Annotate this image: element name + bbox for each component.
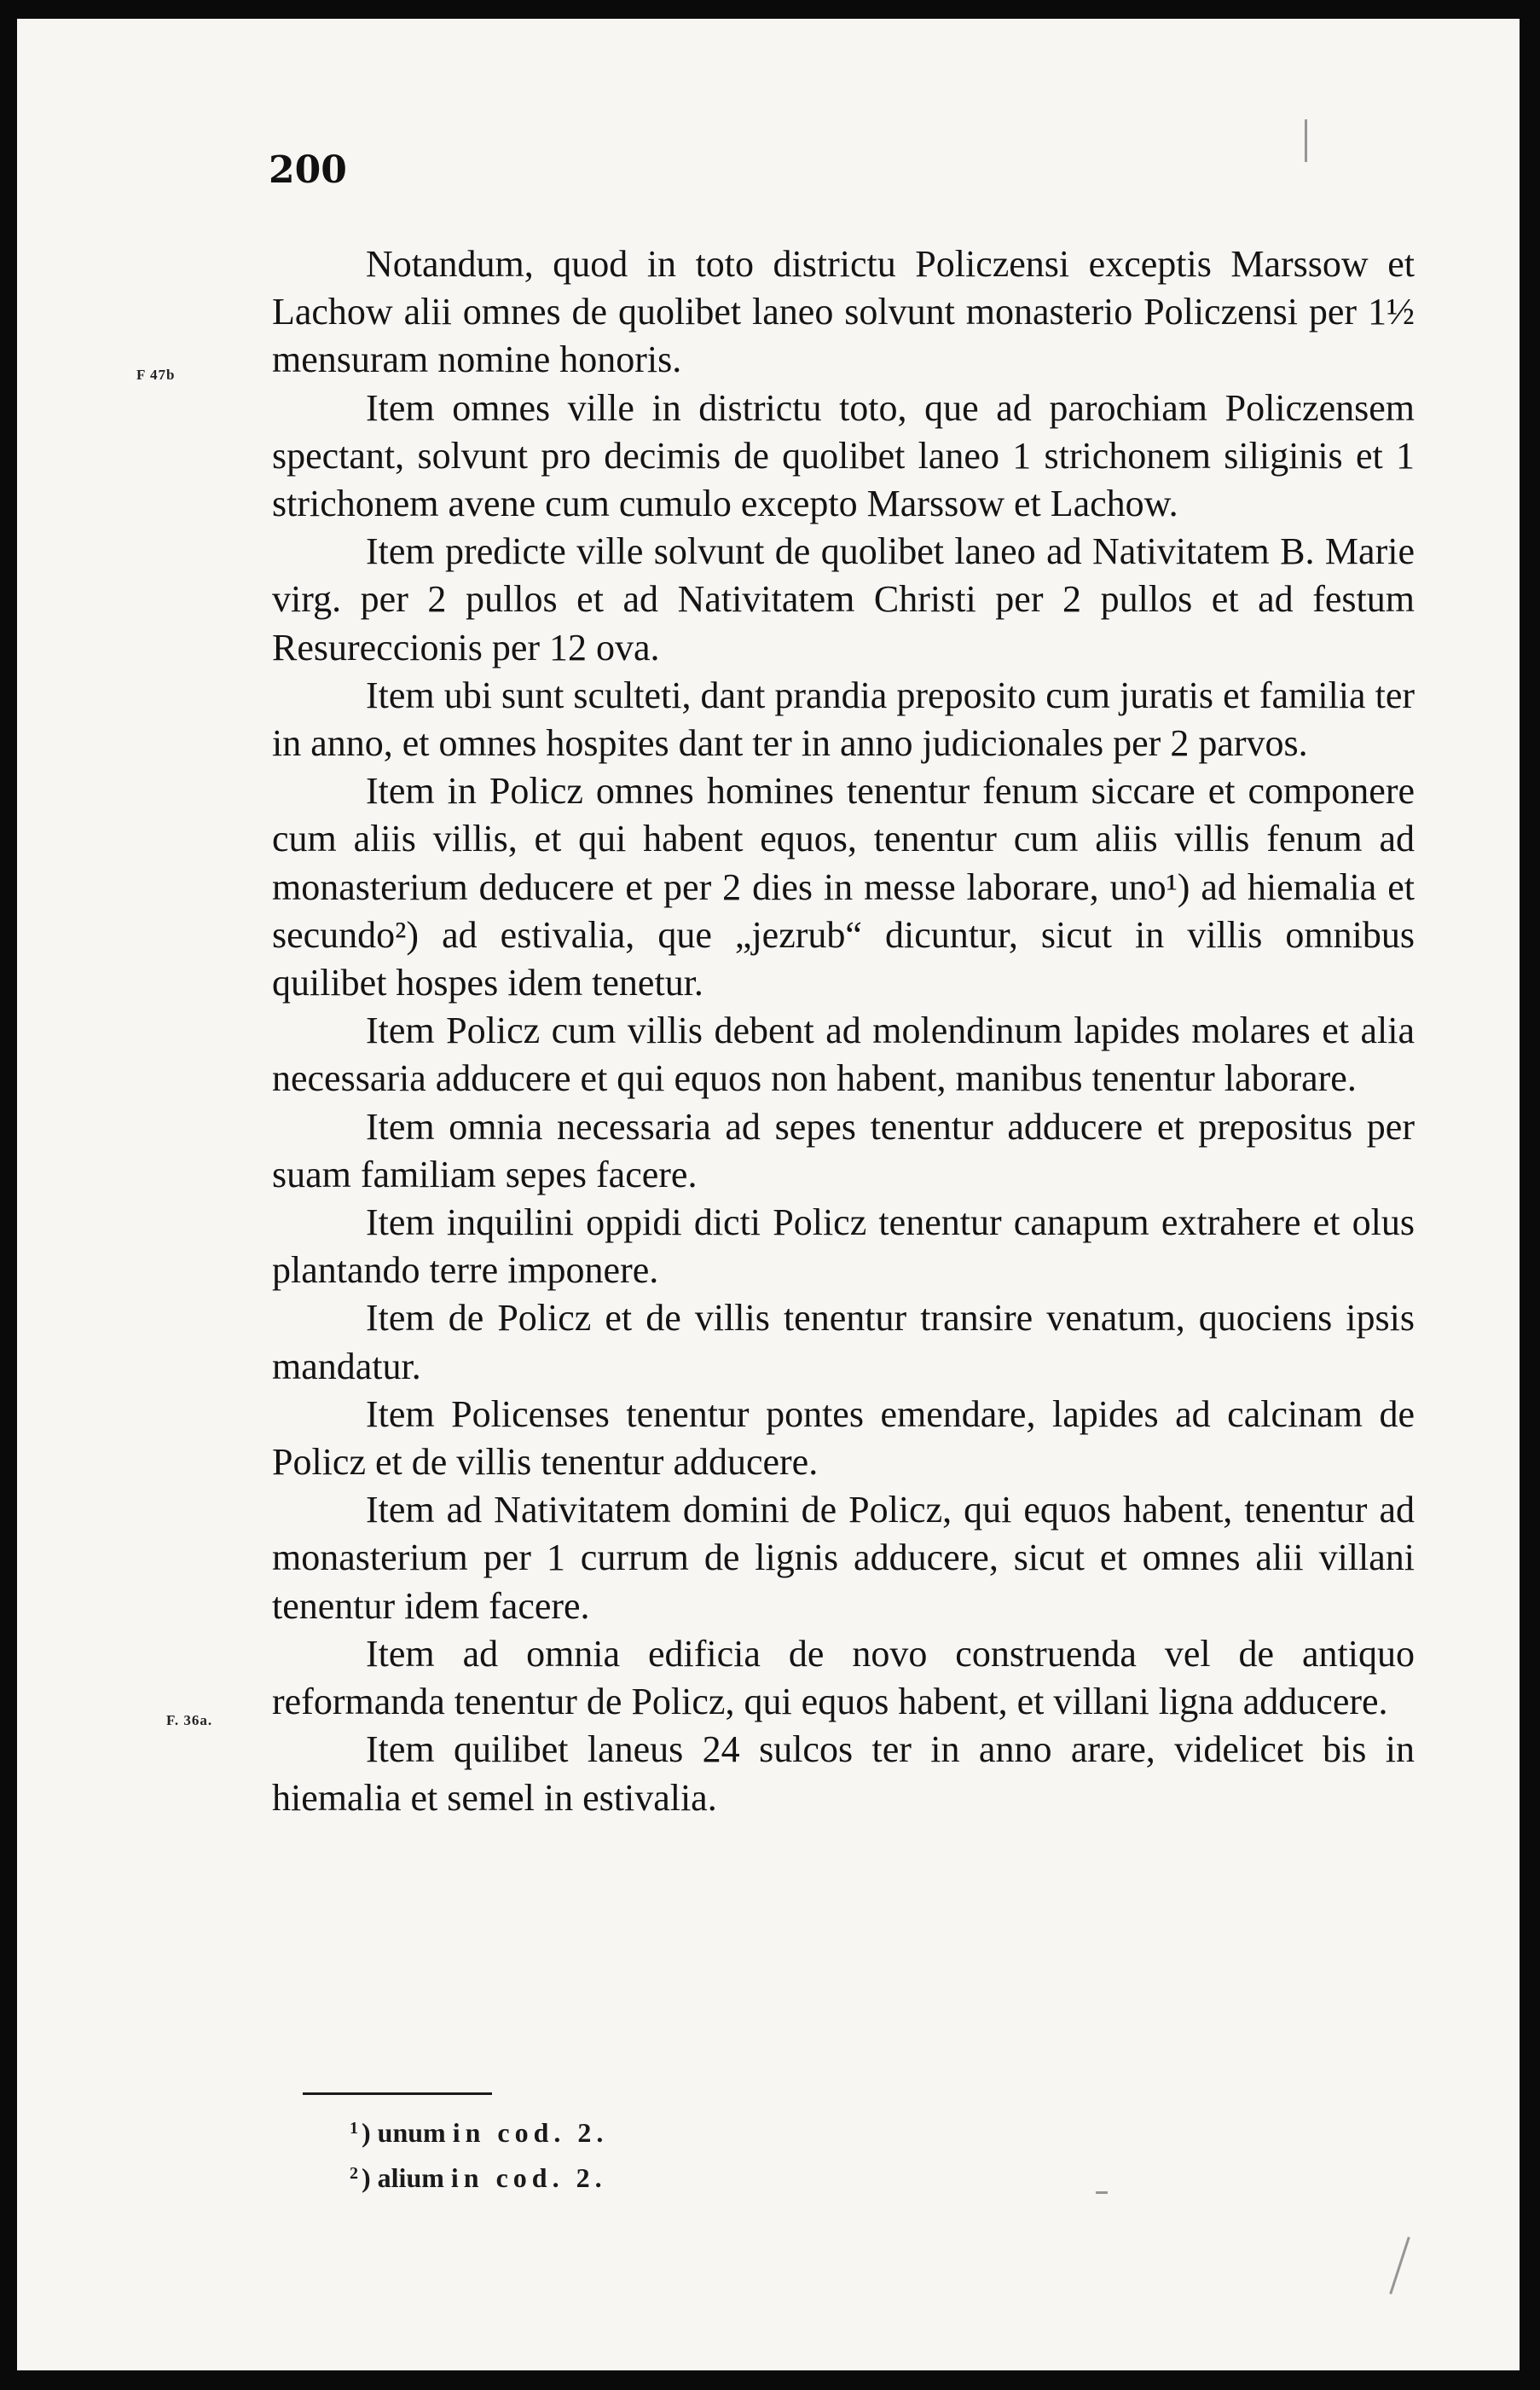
paragraph: Item quilibet laneus 24 sulcos ter in anno arare, videlicet bis in hiemalia et semel in estivalia. — [272, 1728, 1415, 1819]
paragraph: Item Policenses tenentur pontes emendare, lapides ad calcinam de Policz et de villis tenentur adducere. — [272, 1392, 1415, 1484]
paragraph: Item predicte ville solvunt de quolibet laneo ad Nativitatem B. Marie virg. per 2 pullos et ad Nativitatem Christi per 2 pullos et ad festum Resureccionis per 12 ova. — [272, 530, 1415, 668]
footnote-mark: 1 — [350, 2119, 358, 2138]
footnote — [350, 2108, 608, 2153]
page-number: 200 — [269, 148, 347, 192]
paragraph: Item ad omnia edificia de novo construenda vel de antiquo reformanda tenentur de Policz, qui equos habent, et villani ligna adducere. — [272, 1632, 1415, 1723]
scan-mark — [1305, 119, 1307, 162]
paragraph: Item in Policz omnes homines tenentur fenum siccare et componere cum aliis villis, et qui habent equos, tenentur cum aliis villis fenum ad monasterium deducere et per 2 dies in messe laborare, uno¹) ad hiemalia et secundo²) ad estivalia, que „jezrub“ dicuntur, sicut in villis omnibus quilibet hospes idem tenetur. — [272, 770, 1415, 1004]
footnote-divider — [303, 2092, 492, 2095]
footnote-mark: 2 — [350, 2164, 358, 2183]
paragraph: Item de Policz et de villis tenentur transire venatum, quociens ipsis mandatur. — [272, 1297, 1415, 1387]
scan-mark — [1389, 2237, 1410, 2295]
margin-folio-note: F 47b — [136, 367, 176, 383]
body-text — [272, 240, 1415, 1822]
scan-mark — [1096, 2191, 1108, 2194]
paragraph: Item Policz cum villis debent ad molendinum lapides molares et alia necessaria adducere et qui equos non habent, manibus tenentur laborare. — [272, 1010, 1415, 1100]
footnote-source: in cod. 2. — [450, 2162, 607, 2193]
footnotes — [350, 2108, 608, 2198]
paragraph: Item inquilini oppidi dicti Policz tenentur canapum extrahere et olus plantando terre imponere. — [272, 1201, 1415, 1292]
paragraph: Item ubi sunt sculteti, dant prandia preposito cum juratis et familia ter in anno, et omnes hospites dant ter in anno judicionales per 2 parvos. — [272, 674, 1415, 765]
paragraph: Notandum, quod in toto districtu Policzensi exceptis Marssow et Lachow alii omnes de quolibet laneo solvunt monasterio Policzensi per 1½ mensuram nomine honoris. — [272, 243, 1415, 381]
paragraph: Item omnes ville in districtu toto, que ad parochiam Policzensem spectant, solvunt pro decimis de quolibet laneo 1 strichonem siliginis et 1 strichonem avene cum cumulo excepto Marssow et Lachow. — [272, 386, 1415, 525]
book-page — [17, 19, 1520, 2370]
footnote-source: in cod. 2. — [452, 2117, 609, 2148]
paragraph: Item omnia necessaria ad sepes tenentur adducere et prepositus per suam familiam sepes facere. — [272, 1105, 1415, 1195]
footnote-mark-paren: ) — [362, 2117, 371, 2148]
paragraph: Item ad Nativitatem domini de Policz, qui equos habent, tenentur ad monasterium per 1 currum de lignis adducere, sicut et omnes alii villani tenentur idem facere. — [272, 1489, 1415, 1627]
footnote-mark-paren: ) — [362, 2162, 371, 2193]
footnote — [350, 2153, 608, 2198]
footnote-text: alium — [377, 2162, 444, 2193]
margin-folio-note: F. 36a. — [166, 1712, 213, 1728]
footnote-text: unum — [377, 2117, 446, 2148]
